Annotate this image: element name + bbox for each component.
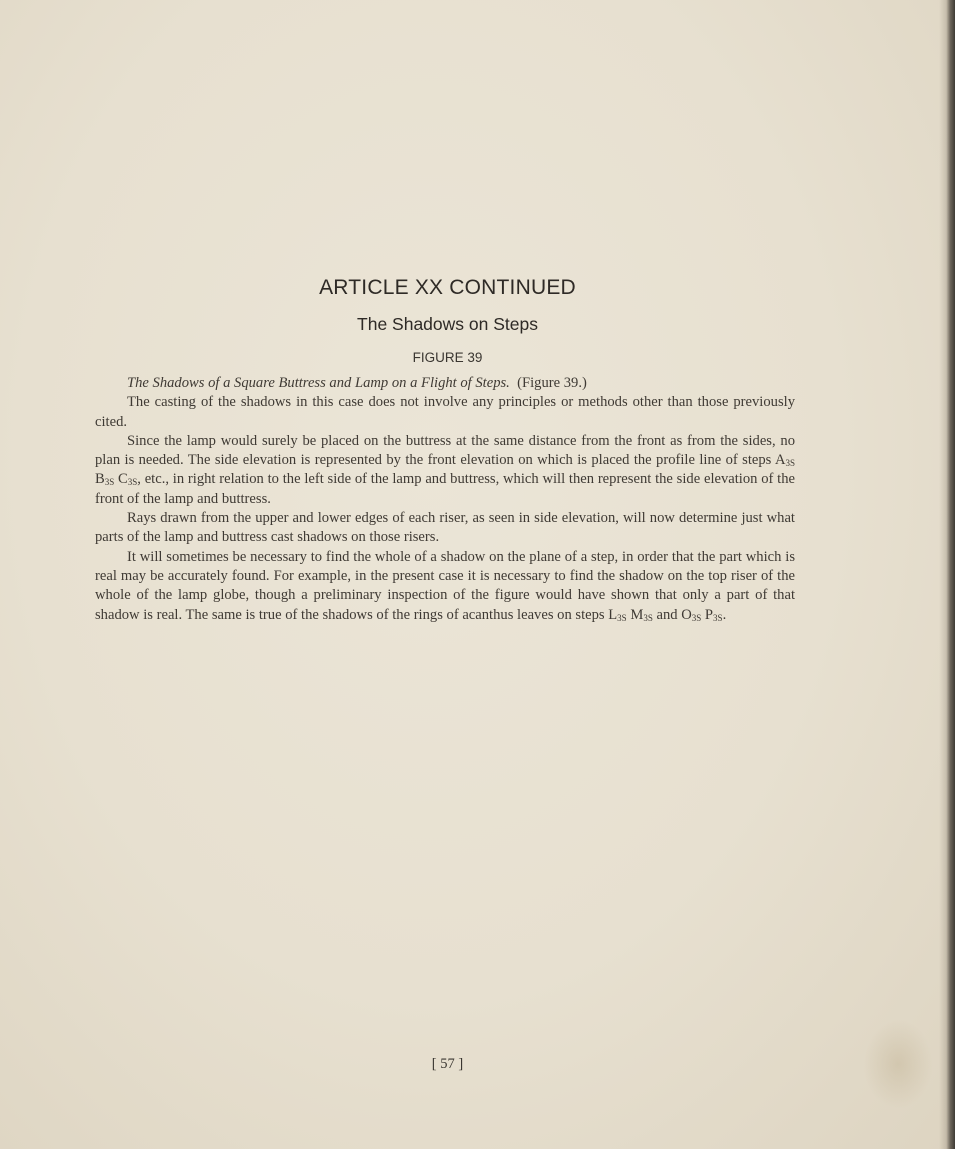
conjunction: and [652,606,682,623]
paragraph-3 [95,432,795,509]
step-label: P [704,606,714,623]
paragraph-1-italic: The Shadows of a Square Buttress and Lamp on a Flight of Steps. [127,375,510,391]
binding-edge [939,0,955,1149]
section-subtitle: The Shadows on Steps [357,314,538,334]
paragraph-1-ref: (Figure 39.) [517,375,587,391]
step-subscript: 3S [127,477,138,488]
sentence-end: . [722,606,727,623]
step-subscript: 3S [691,612,702,623]
article-title: ARTICLE XX CONTINUED [319,276,576,299]
paragraph-5 [95,548,795,625]
step-subscript: 3S [713,612,723,623]
step-label: C [118,471,128,488]
step-label: A [774,452,786,469]
figure-label: FIGURE 39 [412,350,483,365]
paragraph-1 [95,374,795,393]
paragraph-5-text-a: It will sometimes be necessary to find the whole of a shadow on the plane of a step, in order that the part which is real may be accurately found. For example, in the present case it is necessary to find the shadow on the top riser of the whole of the lamp globe, though a preliminary inspection of the figure would have shown that only a part of that shadow is real. The same is true of the shadows of the rings of acanthus leaves on steps [95,548,795,623]
paragraph-3-text-b: , etc., in right relation to the left side of the lamp and buttress, which will then represent the side elevation of the front of the lamp and buttress. [95,471,795,507]
step-label: O [681,606,692,623]
paragraph-4: Rays drawn from the upper and lower edges of each riser, as seen in side elevation, will now determine just what parts of the lamp and buttress cast shadows on those risers. [95,510,795,546]
paragraph-3-text-a: Since the lamp would surely be placed on the buttress at the same distance from the front as from the sides, no plan is needed. The side elevation is represented by the front elevation on which is placed the profile line of steps [95,432,795,469]
step-label: B [95,471,105,488]
body-text [95,374,795,625]
paragraph-2: The casting of the shadows in this case does not involve any principles or methods other than those previously cited. [95,394,795,430]
step-subscript: 3S [617,612,627,623]
step-label: M [630,606,644,623]
step-label: L [608,606,618,623]
step-subscript: 3S [104,477,115,488]
step-subscript: 3S [785,458,795,469]
step-subscript: 3S [643,612,653,623]
page-number: [ 57 ] [431,1056,464,1072]
